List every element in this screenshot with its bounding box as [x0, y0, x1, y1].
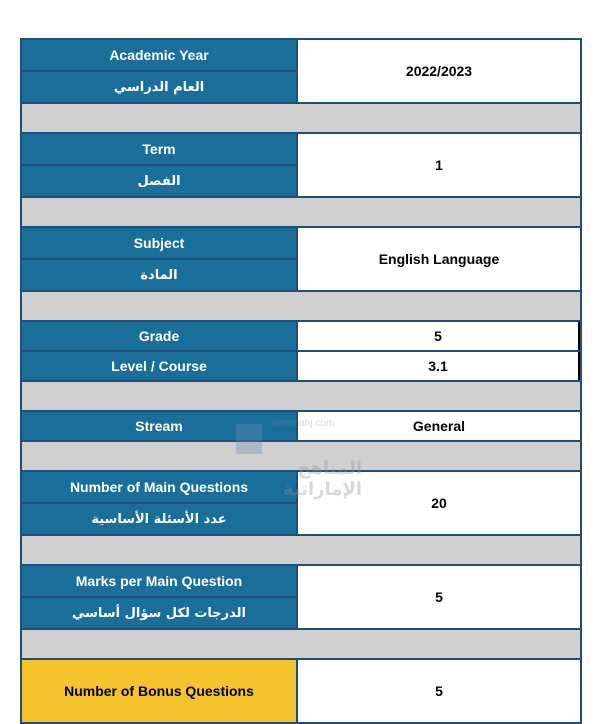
stream-label-en: Stream: [22, 412, 296, 440]
spacer-row: [22, 630, 580, 660]
level-course-labels: [22, 352, 298, 380]
main-questions-label-en: Number of Main Questions: [22, 472, 296, 502]
academic-year-value: 2022/2023: [298, 40, 580, 102]
level-course-value: 3.1: [298, 352, 580, 380]
subject-label-ar: المادة: [22, 258, 296, 290]
grade-label-en: Grade: [22, 322, 296, 350]
stream-row: [22, 412, 580, 442]
grade-labels: [22, 322, 298, 350]
watermark-name: المناهج الإماراتية: [282, 458, 362, 500]
grade-row: [22, 322, 580, 352]
marks-per-question-labels: [22, 566, 298, 628]
spacer-row: [22, 104, 580, 134]
grade-value: 5: [298, 322, 580, 350]
spacer-row: [22, 442, 580, 472]
subject-value: English Language: [298, 228, 580, 290]
term-value: 1: [298, 134, 580, 196]
term-label-ar: الفصل: [22, 164, 296, 196]
bonus-questions-row: [22, 660, 580, 724]
subject-label-en: Subject: [22, 228, 296, 258]
term-label-en: Term: [22, 134, 296, 164]
main-questions-labels: [22, 472, 298, 534]
exam-info-table: [20, 38, 582, 724]
spacer-row: [22, 536, 580, 566]
bonus-questions-value: 5: [298, 660, 580, 722]
main-questions-label-ar: عدد الأسئلة الأساسية: [22, 502, 296, 534]
stream-value: General: [298, 412, 580, 440]
academic-year-labels: [22, 40, 298, 102]
subject-row: [22, 228, 580, 292]
bonus-questions-labels: [22, 660, 298, 722]
main-questions-value: 20: [298, 472, 580, 534]
level-course-row: [22, 352, 580, 382]
marks-per-question-row: [22, 566, 580, 630]
academic-year-label-en: Academic Year: [22, 40, 296, 70]
main-questions-row: [22, 472, 580, 536]
stream-labels: [22, 412, 298, 440]
spacer-row: [22, 382, 580, 412]
spacer-row: [22, 292, 580, 322]
term-row: [22, 134, 580, 198]
watermark-url: almanahj.com: [272, 418, 335, 429]
subject-labels: [22, 228, 298, 290]
term-labels: [22, 134, 298, 196]
level-course-label-en: Level / Course: [22, 352, 296, 380]
academic-year-label-ar: العام الدراسي: [22, 70, 296, 102]
marks-per-question-label-ar: الدرجات لكل سؤال أساسي: [22, 596, 296, 628]
marks-per-question-label-en: Marks per Main Question: [22, 566, 296, 596]
bonus-questions-label-en: Number of Bonus Questions: [22, 660, 296, 722]
spacer-row: [22, 198, 580, 228]
academic-year-row: [22, 40, 580, 104]
marks-per-question-value: 5: [298, 566, 580, 628]
